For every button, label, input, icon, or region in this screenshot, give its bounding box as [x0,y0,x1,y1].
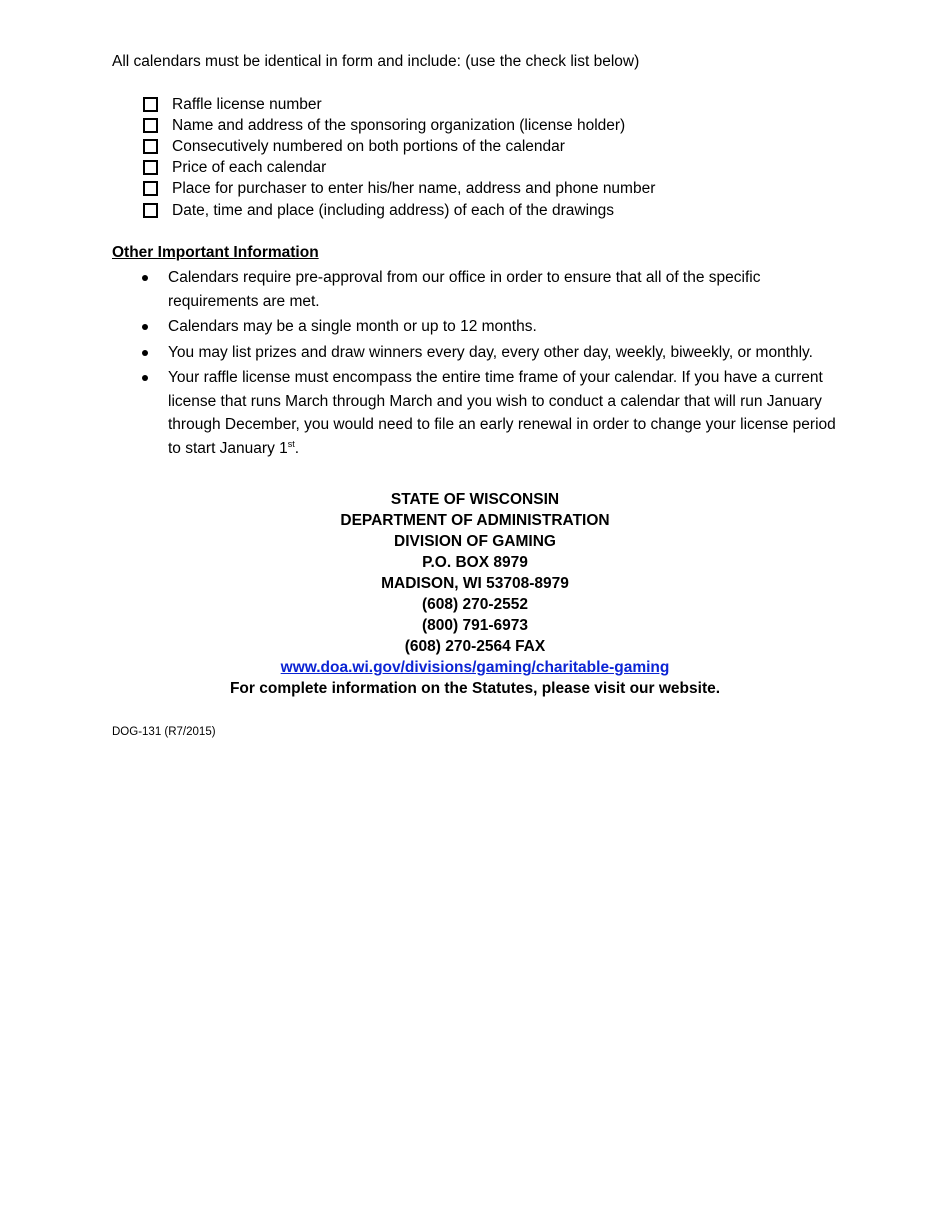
bullet-text: Calendars require pre-approval from our office in order to ensure that all of the specific requirements are met. [168,269,761,310]
contact-block [0,489,950,699]
checklist-item [143,136,655,157]
checkbox-icon[interactable] [143,97,158,112]
bullet-text: Your raffle license must encompass the entire time frame of your calendar. If you have a current license that runs March through March and you wish to conduct a calendar that will run January through December, you would need to file an early renewal in order to change your license period to start January 1 [168,369,836,457]
checklist [143,94,655,221]
bullet-text: Calendars may be a single month or up to 12 months. [168,318,537,335]
website-line [0,657,950,678]
info-bullet-list [112,266,842,462]
checklist-item [143,115,655,136]
checklist-item [143,178,655,199]
fax-number: (608) 270-2564 FAX [404,638,546,655]
address-line-city: MADISON, WI 53708-8979 [381,575,569,592]
checkbox-icon[interactable] [143,139,158,154]
checkbox-icon[interactable] [143,160,158,175]
checklist-item [143,94,655,115]
ordinal-superscript: st [287,438,295,449]
checklist-item-label: Date, time and place (including address) of each of the drawings [172,201,614,219]
checklist-item-label: Raffle license number [172,95,322,113]
address-line-division: DIVISION OF GAMING [394,533,556,550]
form-number: DOG-131 (R7/2015) [112,726,216,738]
bullet-text-end: . [294,439,300,457]
bullet-text: You may list prizes and draw winners every day, every other day, weekly, biweekly, or monthly. [168,343,813,361]
checkbox-icon[interactable] [143,203,158,218]
checklist-item [143,200,655,221]
bullet-icon [142,324,148,330]
checklist-item [143,157,655,178]
address-line-pobox: P.O. BOX 8979 [422,554,528,571]
checkbox-icon[interactable] [143,181,158,196]
checklist-item-label: Name and address of the sponsoring organization (license holder) [172,116,626,134]
phone-number-tollfree: (800) 791-6973 [422,617,528,634]
checklist-item-label: Price of each calendar [172,158,327,176]
address-line-state: STATE OF WISCONSIN [390,491,560,508]
phone-number: (608) 270-2552 [422,596,528,613]
checklist-item-label: Place for purchaser to enter his/her name, address and phone number [172,179,656,197]
bullet-item [112,266,842,313]
bullet-icon [142,375,148,381]
bullet-item [112,315,842,339]
checklist-item-label: Consecutively numbered on both portions of the calendar [172,137,565,155]
bullet-icon [142,350,148,356]
bullet-item [112,341,842,365]
intro-text: All calendars must be identical in form and include: (use the check list below) [112,53,640,70]
section-heading: Other Important Information [112,244,319,261]
address-line-department: DEPARTMENT OF ADMINISTRATION [340,512,610,529]
bullet-item [112,366,842,460]
website-note: For complete information on the Statutes, please visit our website. [229,680,721,697]
checkbox-icon[interactable] [143,118,158,133]
website-link[interactable]: www.doa.wi.gov/divisions/gaming/charitable-gaming [280,659,670,676]
bullet-icon [142,275,148,281]
